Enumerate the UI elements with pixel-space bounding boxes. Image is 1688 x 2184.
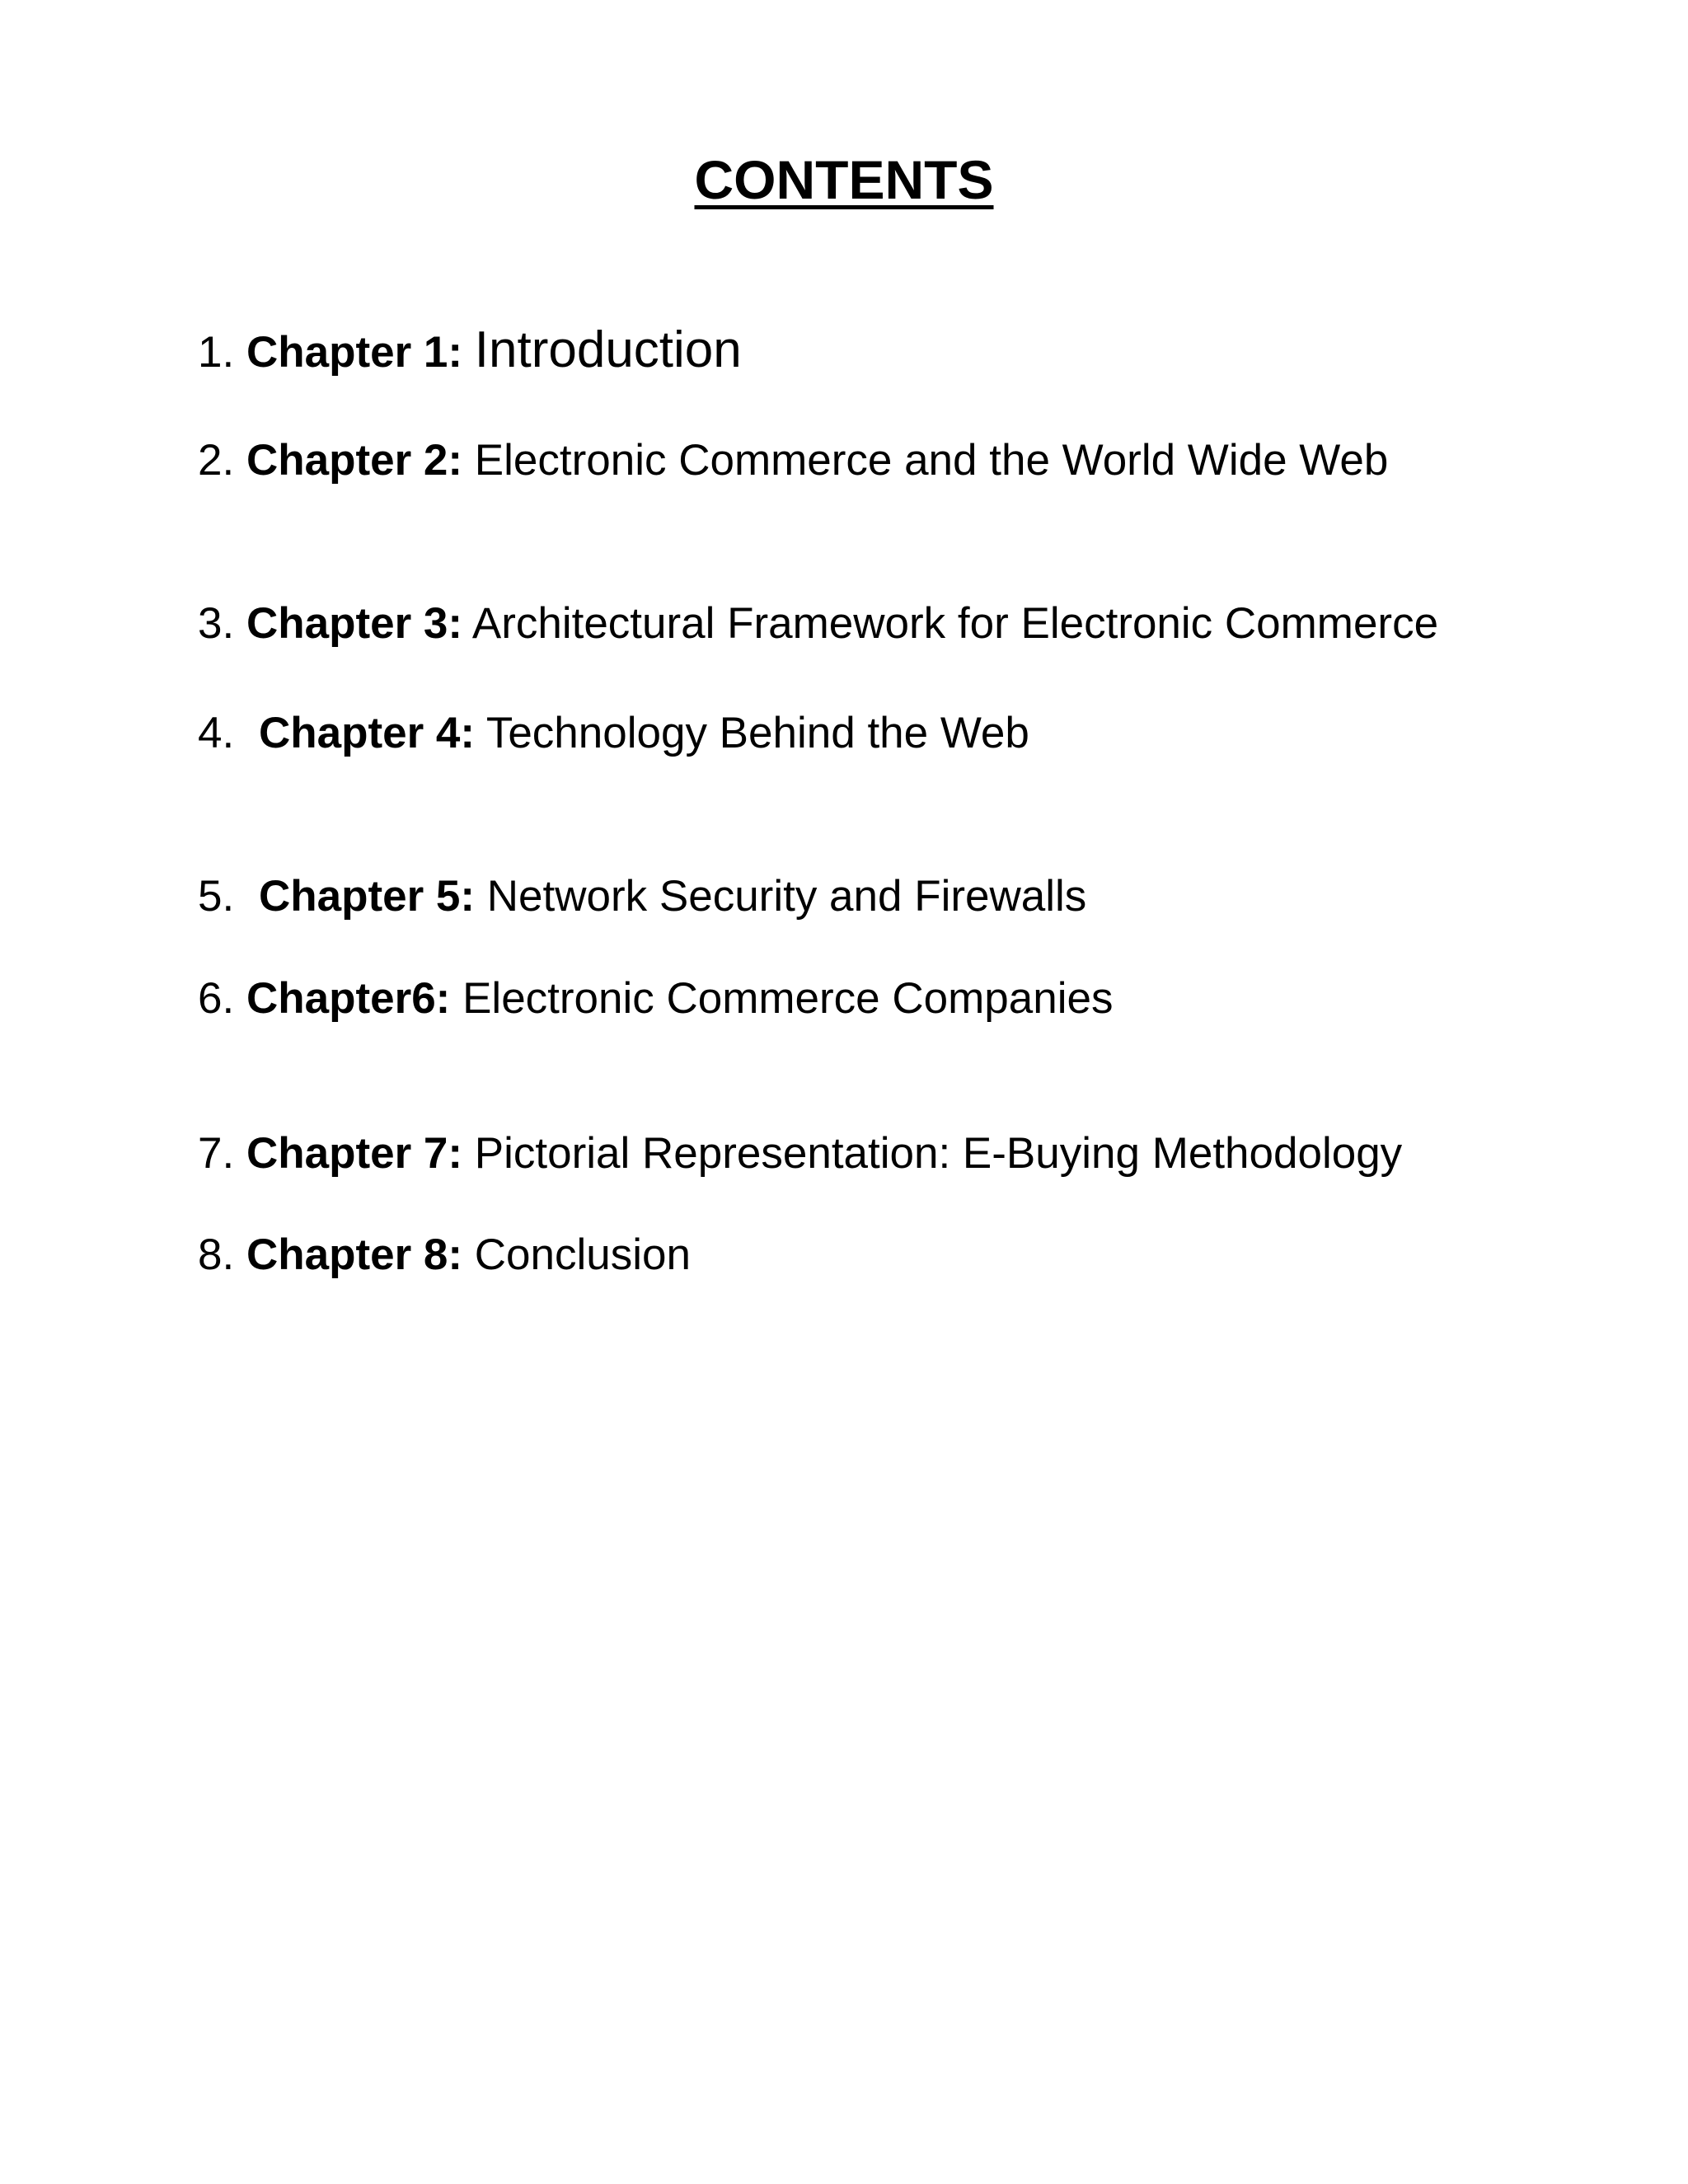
chapter-label: Chapter 3: — [246, 599, 463, 648]
toc-entry-chapter-7 — [198, 1127, 1402, 1180]
toc-entry-chapter-1 — [198, 321, 742, 379]
page-title — [0, 147, 1688, 213]
entry-number: 2. — [198, 436, 235, 485]
entry-number: 7. — [198, 1129, 235, 1178]
chapter-title: Electronic Commerce Companies — [462, 974, 1114, 1023]
toc-entry-chapter-3 — [198, 598, 1438, 650]
page-title-text: CONTENTS — [694, 149, 994, 210]
entry-number: 6. — [198, 974, 235, 1023]
toc-entry-chapter-6 — [198, 972, 1113, 1025]
chapter-title: Electronic Commerce and the World Wide Web — [474, 436, 1389, 485]
chapter-label: Chapter6: — [246, 974, 451, 1023]
toc-entry-chapter-2 — [198, 434, 1388, 487]
chapter-label: Chapter 8: — [246, 1230, 463, 1279]
chapter-title: Architectural Framework for Electronic Commerce — [471, 599, 1439, 648]
chapter-label: Chapter 1: — [246, 328, 463, 377]
entry-number: 4. — [198, 709, 235, 757]
chapter-title: Network Security and Firewalls — [486, 872, 1087, 921]
chapter-title: Conclusion — [474, 1230, 691, 1279]
chapter-label: Chapter 4: — [258, 709, 476, 757]
entry-number: 3. — [198, 599, 235, 648]
toc-entry-chapter-5 — [198, 870, 1086, 923]
chapter-title: Pictorial Representation: E-Buying Methodology — [474, 1129, 1403, 1178]
toc-entry-chapter-4 — [198, 707, 1029, 760]
toc-entry-chapter-8 — [198, 1229, 691, 1282]
chapter-label: Chapter 7: — [246, 1129, 463, 1178]
chapter-label: Chapter 2: — [246, 436, 463, 485]
chapter-title: Technology Behind the Web — [485, 709, 1029, 757]
chapter-label: Chapter 5: — [258, 872, 476, 921]
chapter-title: Introduction — [474, 321, 742, 378]
entry-number: 1. — [198, 328, 235, 377]
entry-number: 8. — [198, 1230, 235, 1279]
entry-number: 5. — [198, 872, 235, 921]
